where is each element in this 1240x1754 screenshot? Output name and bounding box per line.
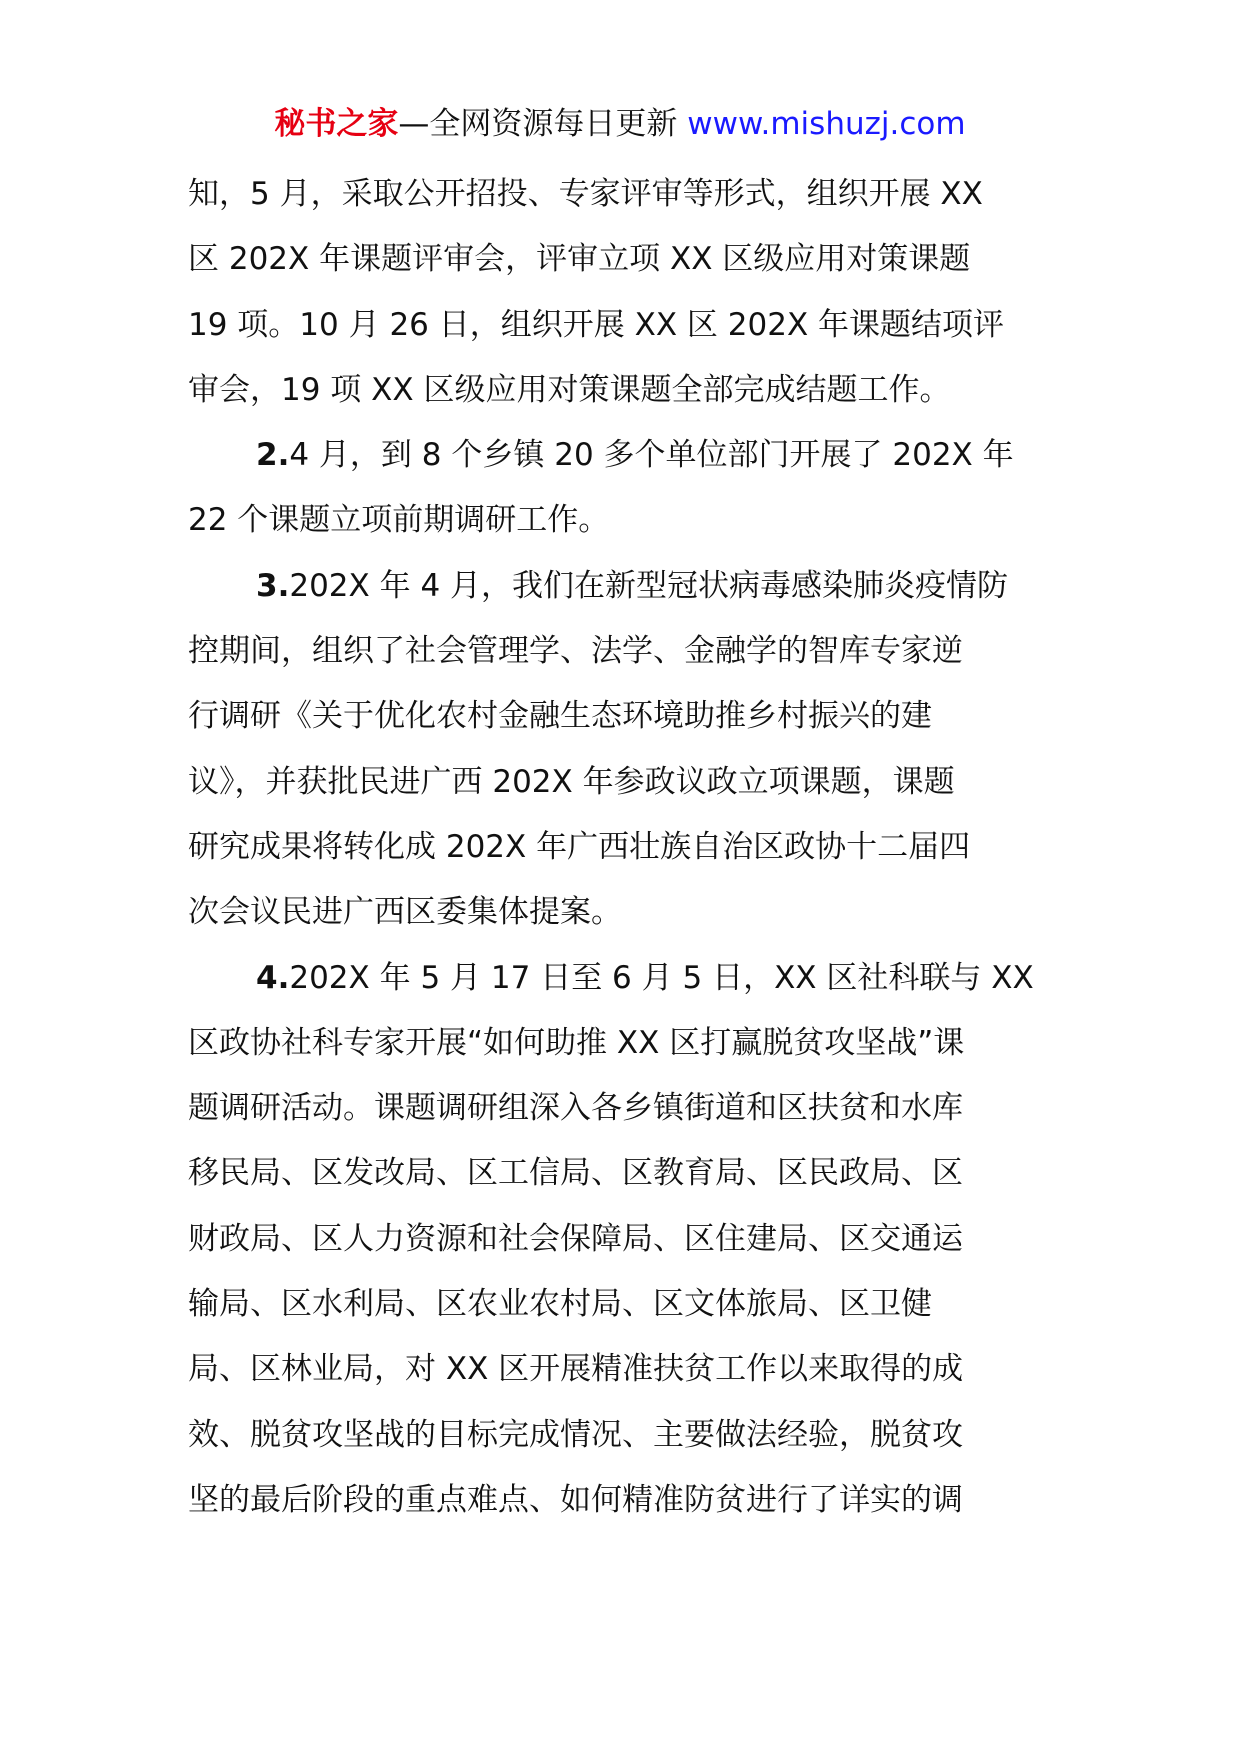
text-line: 次会议民进广西区委集体提案。 (188, 894, 622, 931)
text-line: 题调研活动。课题调研组深入各乡镇街道和区扶贫和水库 (188, 1090, 963, 1127)
text-line: 输局、区水利局、区农业农村局、区文体旅局、区卫健 (188, 1286, 932, 1323)
text-line: 审会，19 项 XX 区级应用对策课题全部完成结题工作。 (188, 371, 951, 408)
text-line: 研究成果将转化成 202X 年广西壮族自治区政协十二届四 (188, 828, 971, 865)
watermark-header (0, 102, 1240, 146)
line-text: 202X 年 4 月，我们在新型冠状病毒感染肺炎疫情防 (289, 567, 1009, 604)
paragraph (188, 554, 1068, 946)
text-line: 控期间，组织了社会管理学、法学、金融学的智库专家逆 (188, 633, 963, 670)
site-url-link[interactable]: www.mishuzj.com (687, 106, 966, 142)
text-line: 坚的最后阶段的重点难点、如何精准防贫进行了详实的调 (188, 1481, 963, 1518)
paragraph (188, 162, 1068, 423)
document-body (188, 162, 1068, 1533)
text-line (188, 946, 1068, 1011)
text-line (188, 554, 1068, 619)
item-number: 4. (256, 959, 290, 996)
paragraph (188, 423, 1068, 554)
line-text: 202X 年 5 月 17 日至 6 月 5 日，XX 区社科联与 XX (289, 959, 1034, 996)
text-line: 区政协社科专家开展“如何助推 XX 区打赢脱贫攻坚战”课 (188, 1024, 965, 1061)
brand-name: 秘书之家 (274, 106, 399, 142)
item-number: 2. (256, 437, 290, 474)
text-line: 财政局、区人力资源和社会保障局、区住建局、区交通运 (188, 1220, 963, 1257)
text-line: 知，5 月，采取公开招投、专家评审等形式，组织开展 XX (188, 176, 983, 212)
text-line: 效、脱贫攻坚战的目标完成情况、主要做法经验，脱贫攻 (188, 1416, 963, 1453)
line-text: 4 月，到 8 个乡镇 20 多个单位部门开展了 202X 年 (289, 437, 1014, 474)
text-line: 区 202X 年课题评审会，评审立项 XX 区级应用对策课题 (188, 241, 971, 278)
text-line: 议》，并获批民进广西 202X 年参政议政立项课题，课题 (188, 763, 955, 800)
item-number: 3. (256, 567, 290, 604)
text-line: 行调研《关于优化农村金融生态环境助推乡村振兴的建 (188, 698, 932, 735)
text-line: 22 个课题立项前期调研工作。 (188, 502, 610, 539)
text-line: 19 项。10 月 26 日，组织开展 XX 区 202X 年课题结项评 (188, 306, 1005, 343)
text-line: 局、区林业局，对 XX 区开展精准扶贫工作以来取得的成 (188, 1351, 964, 1388)
text-line (188, 423, 1068, 488)
text-line: 移民局、区发改局、区工信局、区教育局、区民政局、区 (188, 1155, 963, 1192)
paragraph (188, 946, 1068, 1534)
header-tagline: —全网资源每日更新 (398, 106, 688, 142)
